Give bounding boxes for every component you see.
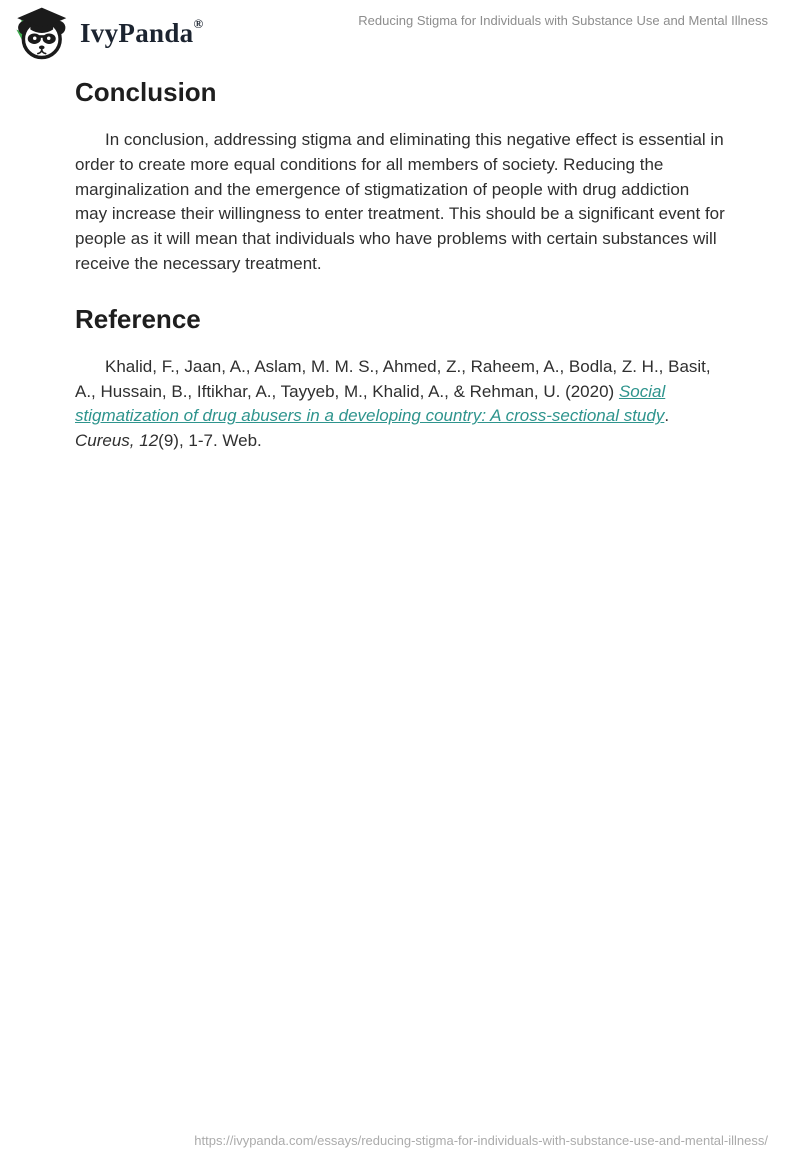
citation-authors: Khalid, F., Jaan, A., Aslam, M. M. S., Ahmed, Z., Raheem, A., Bodla, Z. H., Basit, A., Hussain, B., Iftikhar, A., Tayyeb, M., Khalid, A., & Rehman, U. (2020) xyxy=(75,356,711,401)
conclusion-paragraph: In conclusion, addressing stigma and eliminating this negative effect is essential in order to create more equal conditions for all members of society. Reducing the marginalization and the emergence of stigmatization of people with drug addiction may increase their willingness to enter treatment. This should be a significant event for people as it will mean that individuals who have problems with certain substances will receive the necessary treatment. xyxy=(75,130,725,273)
reference-citation xyxy=(75,355,725,454)
citation-article-link[interactable]: Social stigmatization of drug abusers in a developing country: A cross-sectional study xyxy=(75,381,666,426)
page-header xyxy=(0,0,800,66)
essay-content xyxy=(75,64,725,454)
ivypanda-logo xyxy=(12,4,68,62)
panda-graduate-icon xyxy=(12,4,68,62)
citation-issue-pages: (9), 1-7. Web. xyxy=(158,431,262,451)
registered-trademark: ® xyxy=(193,16,204,31)
citation-journal-volume: Cureus, 12 xyxy=(75,431,159,451)
brand-text: IvyPanda xyxy=(80,18,194,48)
conclusion-heading: Conclusion xyxy=(75,77,217,107)
citation-separator: . xyxy=(664,406,670,426)
brand-wordmark xyxy=(80,18,203,49)
reference-heading: Reference xyxy=(75,303,201,334)
source-url: https://ivypanda.com/essays/reducing-stigma-for-individuals-with-substance-use-and-mental-illness/ xyxy=(194,1133,768,1148)
document-title: Reducing Stigma for Individuals with Substance Use and Mental Illness xyxy=(358,13,768,28)
